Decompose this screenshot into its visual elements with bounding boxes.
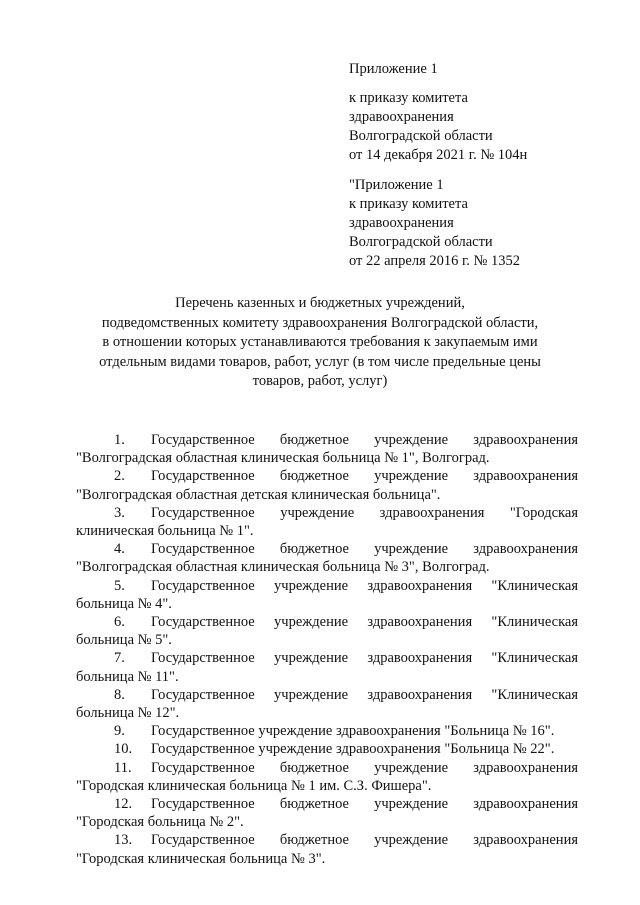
list-item-number: 3. (114, 504, 125, 521)
appendix-title: Приложение 1 (349, 61, 438, 77)
list-item-text: Государственное бюджетное учреждение здравоохранения "Городская клиническая больница № 1 им. С.З. Фишера". (76, 759, 578, 794)
list-item (76, 577, 578, 613)
title-line: подведомственных комитету здравоохранения Волгоградской области, (101, 314, 539, 331)
title-line: отдельным видами товаров, работ, услуг (в том числе предельные цены (99, 353, 541, 370)
list-item (76, 686, 578, 722)
quoted-appendix-block (349, 176, 609, 271)
list-item-number: 11. (114, 759, 132, 776)
list-item-text: Государственное учреждение здравоохранения "Клиническая больница № 4". (76, 577, 578, 612)
quoted-line: к приказу комитета (349, 196, 468, 212)
list-item (76, 831, 578, 867)
appendix-line: от 14 декабря 2021 г. № 104н (349, 147, 528, 163)
quoted-line: "Приложение 1 (349, 177, 444, 193)
list-item (76, 722, 578, 740)
document-title (70, 294, 570, 392)
list-item (76, 759, 578, 795)
list-item (76, 540, 578, 576)
title-line: товаров, работ, услуг) (252, 373, 388, 389)
list-item-text: Государственное бюджетное учреждение здравоохранения "Волгоградская областная детская клиническая больница". (76, 468, 578, 503)
quoted-line: здравоохранения (349, 215, 454, 231)
list-item-text: Государственное учреждение здравоохранения "Больница № 16". (151, 723, 555, 740)
institution-list (76, 431, 578, 868)
list-item-number: 7. (114, 650, 125, 667)
list-item-number: 9. (114, 723, 125, 740)
list-item-text: Государственное учреждение здравоохранения "Городская клиническая больница № 1". (76, 504, 578, 540)
list-item (76, 431, 578, 467)
title-line: Перечень казенных и бюджетных учреждений, (175, 295, 465, 311)
list-item-text: Государственное бюджетное учреждение здравоохранения "Городская больница № 2". (76, 796, 578, 831)
appendix-reference-block (349, 89, 609, 165)
list-item-number: 5. (114, 577, 125, 594)
appendix-title-block (349, 60, 609, 79)
list-item-number: 13. (114, 832, 133, 849)
list-item-text: Государственное бюджетное учреждение здравоохранения "Городская клиническая больница № 3". (76, 832, 578, 867)
list-item-number: 2. (114, 468, 125, 485)
list-item-text: Государственное учреждение здравоохранения "Клиническая больница № 5". (76, 614, 578, 649)
list-item-number: 10. (114, 741, 133, 758)
list-item (76, 467, 578, 503)
list-item (76, 504, 578, 540)
list-item (76, 740, 578, 758)
list-item-number: 1. (114, 432, 125, 448)
list-item-text: Государственное учреждение здравоохранения "Клиническая больница № 11". (76, 650, 578, 685)
list-item-text: Государственное учреждение здравоохранения "Клиническая больница № 12". (76, 686, 578, 722)
list-item (76, 613, 578, 649)
quoted-line: Волгоградской области (349, 234, 493, 250)
list-item-number: 8. (114, 686, 125, 703)
appendix-line: к приказу комитета (349, 90, 468, 106)
list-item-number: 4. (114, 541, 125, 558)
list-item-text: Государственное учреждение здравоохранения "Больница № 22". (151, 741, 555, 758)
list-item-text: Государственное бюджетное учреждение здравоохранения "Волгоградская областная клиническая больница № 3", Волгоград. (76, 541, 578, 576)
list-item-number: 6. (114, 614, 125, 631)
title-line: в отношении которых устанавливаются требования к закупаемым ими (102, 334, 538, 350)
quoted-line: от 22 апреля 2016 г. № 1352 (349, 253, 521, 269)
list-item-text: Государственное бюджетное учреждение здравоохранения "Волгоградская областная клиническая больница № 1", Волгоград. (76, 432, 578, 467)
list-item (76, 649, 578, 685)
list-item-number: 12. (114, 796, 133, 813)
appendix-line: Волгоградской области (349, 128, 493, 144)
appendix-line: здравоохранения (349, 109, 454, 125)
list-item (76, 795, 578, 831)
